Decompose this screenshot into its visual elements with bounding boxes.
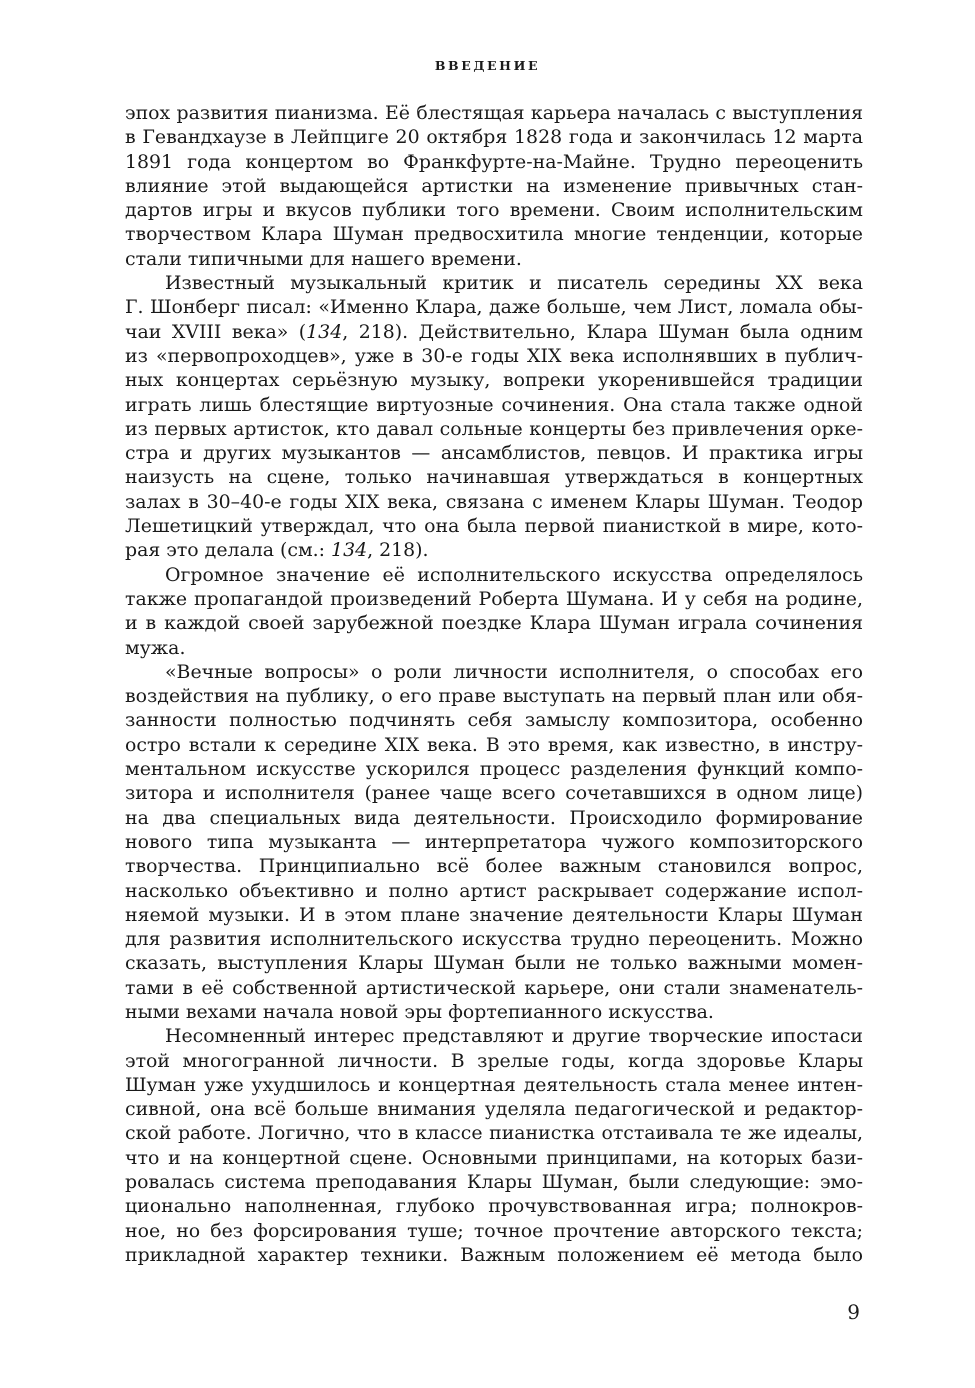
text-line: прикладной характер техники. Важным положением её метода было [125,1243,863,1266]
text-line: Огромное значение её исполнительского искусства определялось [165,563,863,586]
text-line: этой многогранной личности. В зрелые годы, когда здоровье Клары [125,1049,863,1072]
text-line: ных концертах серьёзную музыку, вопреки укоренившейся традиции [125,369,863,392]
body-text [125,101,863,1267]
text-line: Г. Шонберг писал: «Именно Клара, даже больше, чем Лист, ломала обы- [125,296,863,319]
text-line: мужа. [125,636,186,659]
text-line: Несомненный интерес представляют и другие творческие ипостаси [165,1025,863,1048]
text-line: также пропагандой произведений Роберта Шумана. И у себя на родине, [125,587,863,610]
text-line: Шуман уже ухудшилось и концертная деятельность стала менее интен- [125,1073,863,1096]
text-line: эпох развития пианизма. Её блестящая карьера началась с выступления [125,102,863,124]
text-line: сказать, выступления Клары Шуман были не только важными момен- [125,952,863,975]
text-line: стали типичными для нашего времени. [125,247,522,270]
paragraph [125,1024,863,1267]
text-line: занности полностью подчинять себя замыслу композитора, особенно [125,709,863,732]
paragraph [125,271,863,563]
text-line: влияние этой выдающейся артистки на изменение привычных стан- [125,174,863,197]
paragraph [125,660,863,1024]
text-line: нового типа музыканта — интерпретатора чужого композиторского [125,830,863,853]
text-line: тами в её собственной артистической карьере, они стали знаменатель- [125,976,863,999]
text-line: няемой музыки. И в этом плане значение деятельности Клары Шуман [125,903,863,926]
running-head: ВВЕДЕНИЕ [434,58,541,73]
text-line: что и на концертной сцене. Основными принципами, на которых бази- [125,1146,863,1169]
text-line: Известный музыкальный критик и писатель середины XX века [165,272,863,295]
text-line: ской работе. Логично, что в классе пианистка отстаивала те же идеалы, [125,1122,863,1145]
text-line: для развития исполнительского искусства трудно переоценить. Можно [125,928,863,951]
text-line: на два специальных вида деятельности. Происходило формирование [125,806,863,829]
text-line: ными вехами начала новой эры фортепианного искусства. [125,1000,714,1023]
text-line: из «первопроходцев», уже в 30-е годы XIX века исполнявших в публич- [125,344,863,367]
text-line: остро встали к середине XIX века. В это время, как известно, в инстру- [125,733,863,756]
text-line: насколько объективно и полно артист раскрывает содержание испол- [125,879,863,902]
text-line: ционально наполненная, глубоко прочувствованная игра; полнокров- [125,1195,863,1218]
text-line: сивной, она всё больше внимания уделяла педагогической и редактор- [125,1098,863,1121]
text-line: ровалась система преподавания Клары Шуман, были следующие: эмо- [125,1171,863,1194]
page-number: 9 [847,1300,860,1324]
text-line: творчества. Принципиально всё более важным становился вопрос, [125,855,863,878]
text-line: из первых артисток, кто давал сольные концерты без привлечения орке- [125,417,863,440]
text-line: рая это делала (см.: 134, 218). [125,539,429,562]
text-line: «Вечные вопросы» о роли личности исполнителя, о способах его [165,660,863,683]
text-line: чаи XVIII века» (134, 218). Действительно, Клара Шуман была одним [125,320,863,343]
paragraph [125,563,863,660]
text-line: ментальном искусстве ускорился процесс разделения функций компо- [125,758,863,781]
text-line: и в каждой своей зарубежной поездке Клара Шуман играла сочинения [125,612,863,635]
paragraph [125,101,863,271]
text-line: Лешетицкий утверждал, что она была первой пианисткой в мире, кото- [125,515,863,538]
text-line: творчеством Клара Шуман предвосхитила многие тенденции, которые [125,223,863,246]
text-line: наизусть на сцене, только начинавшая утверждаться в концертных [125,466,863,489]
text-line: стра и других музыкантов — ансамблистов, певцов. И практика игры [125,442,863,465]
text-line: ное, но без форсирования туше; точное прочтение авторского текста; [125,1219,863,1242]
text-line: зитора и исполнителя (ранее чаще всего сочетавшихся в одном лице) [125,782,863,805]
text-line: в Гевандхаузе в Лейпциге 20 октября 1828 года и закончилась 12 марта [125,126,863,149]
text-line: играть лишь блестящие виртуозные сочинения. Она стала также одной [125,393,863,416]
text-line: воздействия на публику, о его праве выступать на первый план или обя- [125,685,863,708]
text-line: 1891 года концертом во Франкфурте-на-Майне. Трудно переоценить [125,150,863,173]
text-line: залах в 30–40-е годы XIX века, связана с именем Клары Шуман. Теодор [125,490,863,513]
text-line: дартов игры и вкусов публики того времени. Своим исполнительским [125,199,863,222]
